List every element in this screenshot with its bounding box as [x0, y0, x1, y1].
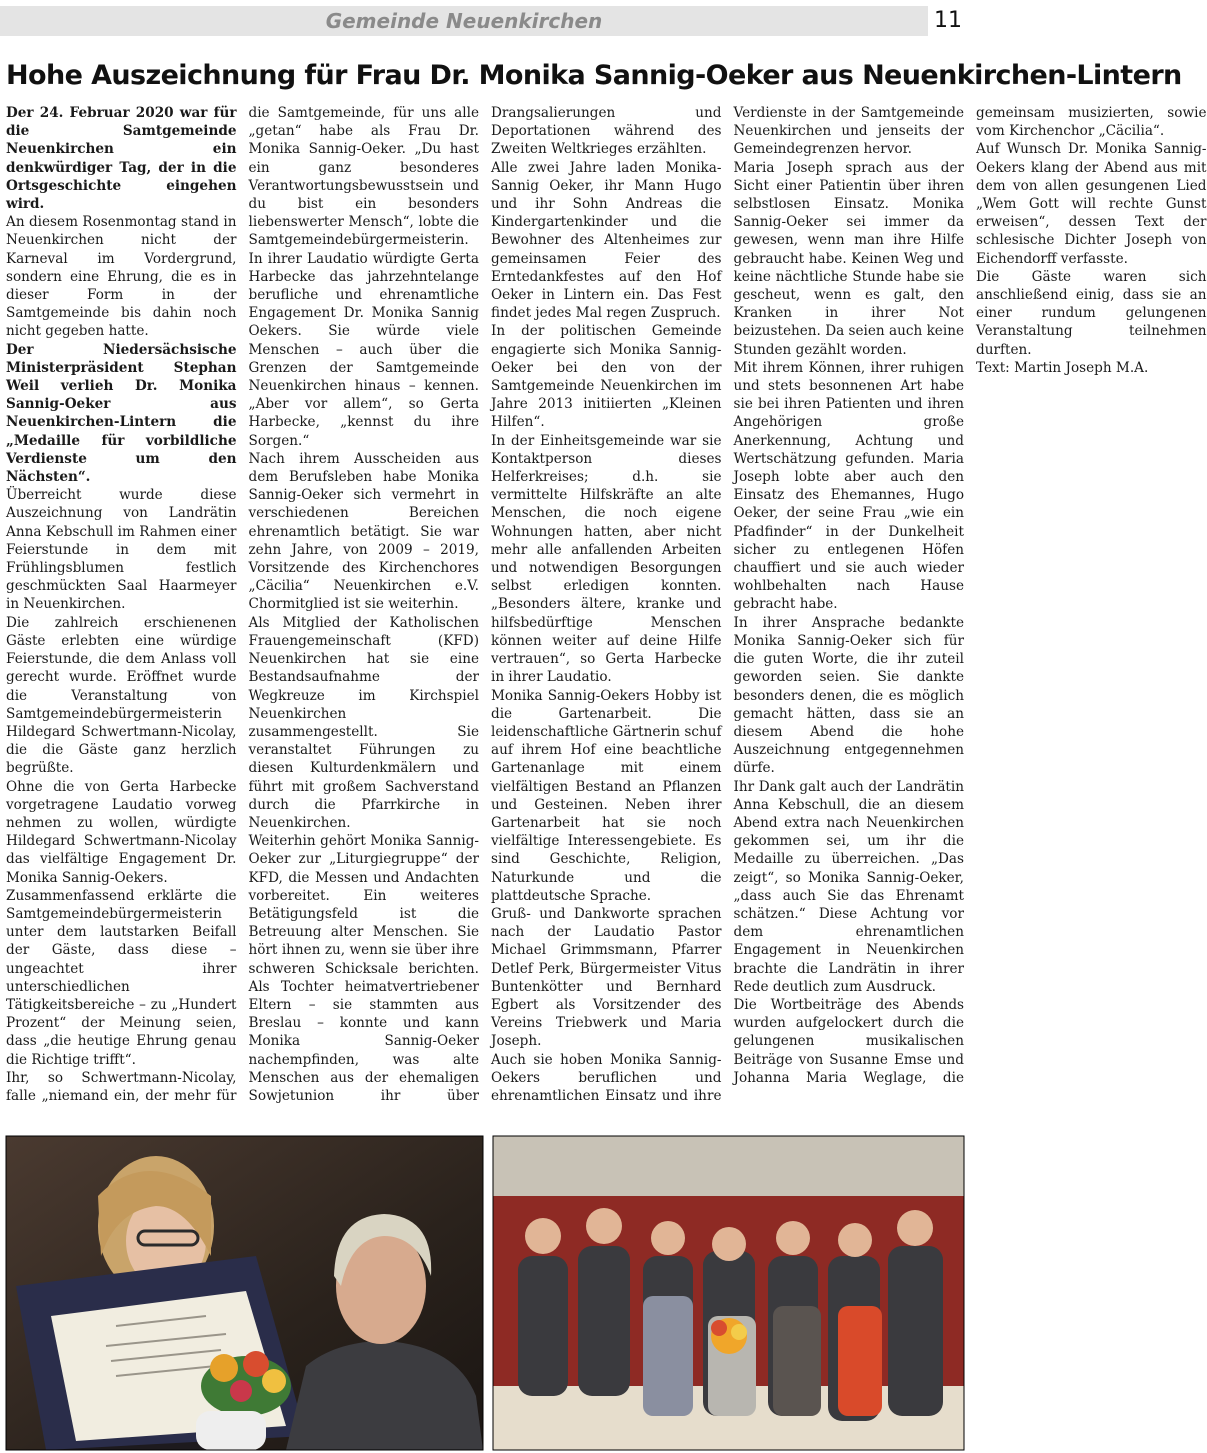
article-headline: Hohe Auszeichnung für Frau Dr. Monika Sannig-Oeker aus Neuenkirchen-Lintern — [6, 60, 1182, 91]
article-paragraph: Zusammenfassend erklärte die Samtgemeindebürgermeisterin unter dem lautstarken Beifall der Gäste, dass diese – ungeachtet ihrer unterschiedlichen Tätigkeitsbereiche – zu „Hundert Prozent“ der Meinung seien, dass „die heutige Ehrung genau die Richtige trifft“. — [6, 887, 237, 1068]
article-paragraph: Die Gäste waren sich anschließend einig, dass sie an einer rundum gelungenen Veranstaltung teilnehmen durften. — [976, 268, 1207, 358]
article-paragraph: Als Mitglied der Katholischen Frauengemeinschaft (KFD) Neuenkirchen hat sie eine Bestandsaufnahme der Wegkreuze im Kirchspiel Neuenkirchen zusammengestellt. Sie veranstaltet Führungen zu diesen Kulturdenkmälern und führt mit großem Sachverstand durch die Pfarrkirche in Neuenkirchen. — [248, 614, 479, 831]
article-bold-paragraph: Der Niedersächsische Ministerpräsident Stephan Weil verlieh Dr. Monika Sannig-Oeker aus Neuenkirchen-Lintern die „Medaille für vorbildliche Verdienste um den Nächsten“. — [6, 341, 237, 486]
article-paragraph: Gruß- und Dankworte sprachen nach der Laudatio Pastor Michael Grimmsmann, Pfarrer Detlef Perk, Bürgermeister Vitus Buntenkötter und Bernhard Egbert als Vorsitzender des Vereins Triebwerk und Maria Joseph. — [491, 905, 722, 1050]
page-header — [0, 0, 970, 42]
article-paragraph: In der Einheitsgemeinde war sie Kontaktperson dieses Helferkreises; d.h. sie vermittelte Hilfskräfte an alte Menschen, die noch eigene Wohnungen hatten, aber nicht mehr alle anfallenden Arbeiten und notwendigen Besorgungen selbst erledigen konnten. „Besonders ältere, kranke und hilfsbedürftige Menschen können weiter auf deine Hilfe vertrauen“, so Gerta Harbecke in ihrer Laudatio. — [491, 432, 722, 686]
article-paragraph: Ihr Dank galt auch der Landrätin Anna Kebschull, die an diesem Abend extra nach Neuenkirchen gekommen sei, um ihr die Medaille zu überreichen. „Das zeigt“, so Monika Sannig-Oeker, „dass auch Sie das Ehrenamt schätzen.“ Diese Achtung vor dem ehrenamtlichen Engagement in Neuenkirchen brachte die Landrätin in ihrer Rede deutlich zum Ausdruck. — [733, 778, 964, 995]
article-paragraph: Überreicht wurde diese Auszeichnung von Landrätin Anna Kebschull im Rahmen einer Feierstunde in dem mit Frühlingsblumen festlich geschmückten Saal Haarmeyer in Neuenkirchen. — [6, 487, 237, 613]
group-photo — [493, 1136, 964, 1450]
article-paragraph: In der politischen Gemeinde engagierte sich Monika Sannig-Oeker bei den von der Samtgemeinde Neuenkirchen im Jahre 2013 initiierten „Kleinen Hilfen“. — [491, 323, 722, 431]
article-paragraph: Ihr, so Schwertmann-Nicolay, falle „niemand ein, der mehr für die Samtgemeinde, für uns alle „getan“ habe als Frau Dr. Monika Sannig-Oeker. „Du hast ein ganz besonderes Verantwortungsbewusstsein und du bist ein besonders liebenswerter Mensch“, lobte die Samtgemeindebürgermeisterin. — [6, 105, 479, 1104]
article-body — [6, 104, 1207, 1120]
article-paragraph: Die zahlreich erschienenen Gäste erlebten eine würdige Feierstunde, die dem Anlass voll gerecht wurde. Eröffnet wurde die Veranstaltung von Samtgemeindebürgermeisterin Hildegard Schwertmann-Nicolay, die die Gäste ganz herzlich begrüßte. — [6, 614, 237, 777]
article-paragraph: Mit ihrem Können, ihrer ruhigen und stets besonnenen Art habe sie bei ihren Patienten und ihren Angehörigen große Anerkennung, Achtung und Wertschätzung gefunden. Maria Joseph lobte aber auch den Einsatz des Ehemannes, Hugo Oeker, der seine Frau „wie ein Pfadfinder“ in der Dunkelheit sicher zu entlegenen Höfen chauffiert und sie auch wieder wohlbehalten nach Hause gebracht habe. — [733, 359, 964, 613]
article-paragraph: Alle zwei Jahre laden Monika-Sannig Oeker, ihr Mann Hugo und ihr Sohn Andreas die Kindergartenkinder und die Bewohner des Altenheimes zur gemeinsamen Feier des Erntedankfestes auf den Hof Oeker in Lintern ein. Das Fest findet jedes Mal regen Zuspruch. — [491, 159, 722, 322]
article-paragraph: In ihrer Laudatio würdigte Gerta Harbecke das jahrzehntelange berufliche und ehrenamtliche Engagement Dr. Monika Sannig Oekers. Sie würde viele Menschen – auch über die Grenzen der Samtgemeinde Neuenkirchen hinaus – kennen. „Aber vor allem“, so Gerta Harbecke, „kennst du ihre Sorgen.“ — [248, 250, 479, 449]
article-paragraph: Die Wortbeiträge des Abends wurden aufgelockert durch die gelungenen musikalischen Beiträge von Susanne Emse und Johanna Maria Weglage, die gemeinsam musizierten, sowie vom Kirchenchor „Cäcilia“. — [733, 105, 1207, 1086]
article-paragraph: Weiterhin gehört Monika Sannig-Oeker zur „Liturgiegruppe“ der KFD, die Messen und Andachten vorbereitet. Ein weiteres Betätigungsfeld ist die Betreuung alter Menschen. Sie hört ihnen zu, wenn sie über ihre schweren Schicksale berichten. Als Tochter heimatvertriebener Eltern – sie stammten aus Breslau – konnte und kann Monika Sannig-Oeker nachempfinden, was alte Menschen aus der ehemaligen Sowjetunion ihr über Drangsalierungen und Deportationen während des Zweiten Weltkrieges erzählten. — [248, 105, 722, 1104]
section-title: Gemeinde Neuenkirchen — [325, 9, 603, 33]
article-paragraph: Auch sie hoben Monika Sannig-Oekers beruflichen und ehrenamtlichen Einsatz und ihre Verdienste in der Samtgemeinde Neuenkirchen und jenseits der Gemeindegrenzen hervor. — [491, 105, 964, 1104]
group-photo-illustration — [493, 1136, 964, 1450]
article-paragraph: Nach ihrem Ausscheiden aus dem Berufsleben habe Monika Sannig-Oeker sich vermehrt in verschiedenen Bereichen ehrenamtlich betätigt. Sie war zehn Jahre, von 2009 – 2019, Vorsitzende des Kirchenchores „Cäcilia“ Neuenkirchen e.V. Chormitglied ist sie weiterhin. — [248, 450, 479, 613]
article-paragraph: Monika Sannig-Oekers Hobby ist die Gartenarbeit. Die leidenschaftliche Gärtnerin schuf auf ihrem Hof eine beachtliche Gartenanlage mit einem vielfältigen Bestand an Pflanzen und Gesteinen. Neben ihrer Gartenarbeit hat sie noch vielfältige Interessengebiete. Es sind Geschichte, Religion, Naturkunde und die plattdeutsche Sprache. — [491, 687, 722, 904]
article-paragraph: Auf Wunsch Dr. Monika Sannig-Oekers klang der Abend aus mit dem von allen gesungenen Lied „Wem Gott will rechte Gunst erweisen“, dessen Text der schlesische Dichter Joseph von Eichendorff verfasste. — [976, 141, 1207, 267]
article-paragraph: In ihrer Ansprache bedankte Monika Sannig-Oeker sich für die guten Worte, die ihr zuteil geworden seien. Sie dankte besonders denen, die es möglich gemacht hätten, dass sie an diesem Abend die hohe Auszeichnung entgegennehmen dürfe. — [733, 614, 964, 777]
page-number: 11 — [934, 8, 962, 33]
article-paragraph: Maria Joseph sprach aus der Sicht einer Patientin über ihren selbstlosen Einsatz. Monika Sannig-Oeker sei immer da gewesen, wenn man ihre Hilfe gebraucht habe. Keinen Weg und keine nächtliche Stunde habe sie gescheut, wenn es galt, den Kranken in ihrer Not beizustehen. Da seien auch keine Stunden gezählt worden. — [733, 159, 964, 358]
article-paragraph: An diesem Rosenmontag stand in Neuenkirchen nicht der Karneval im Vordergrund, sondern eine Ehrung, die es in dieser Form in der Samtgemeinde bis dahin noch nicht gegeben hatte. — [6, 214, 237, 340]
article-lead: Der 24. Februar 2020 war für die Samtgemeinde Neuenkirchen ein denkwürdiger Tag, der in die Ortsgeschichte eingehen wird. — [6, 105, 237, 213]
award-handover-photo — [6, 1136, 483, 1450]
article-paragraph: Ohne die von Gerta Harbecke vorgetragene Laudatio vorweg nehmen zu wollen, würdigte Hildegard Schwertmann-Nicolay das vielfältige Engagement Dr. Monika Sannig-Oekers. — [6, 778, 237, 886]
author-credit: Text: Martin Joseph M.A. — [976, 359, 1149, 376]
award-handover-illustration — [6, 1136, 483, 1450]
